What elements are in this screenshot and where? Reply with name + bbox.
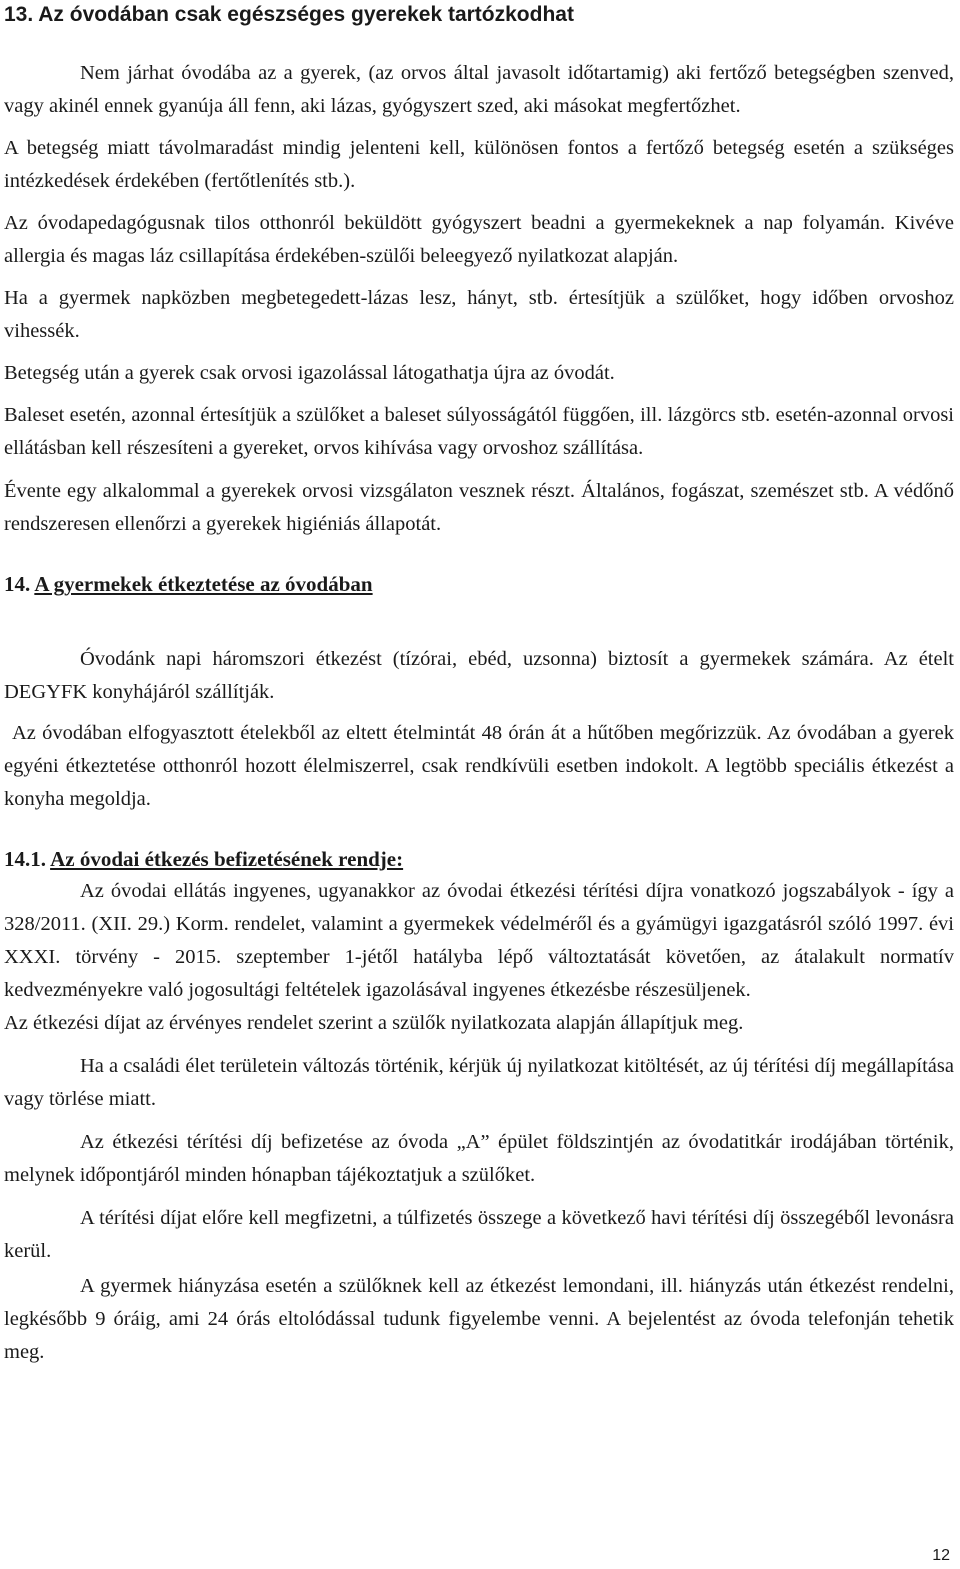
section-14-title: A gyermekek étkeztetése az óvodában [34, 572, 373, 596]
paragraph: Betegség után a gyerek csak orvosi igazolással látogathatja újra az óvodát. [4, 362, 615, 384]
section-14-heading [4, 569, 954, 599]
paragraph: Az étkezési térítési díj befizetése az óvoda „A” épület földszintjén az óvodatitkár irodájában történik, melynek időpontjáról minden hónapban tájékoztatjuk a szülőket. [4, 1131, 954, 1186]
paragraph: Évente egy alkalommal a gyerekek orvosi vizsgálaton vesznek részt. Általános, fogászat, szemészet stb. A védőnő rendszeresen ellenőrzi a gyerekek higiéniás állapotát. [4, 480, 954, 535]
paragraph: Az étkezési díjat az érvényes rendelet szerint a szülők nyilatkozata alapján állapítjuk meg. [4, 1012, 744, 1034]
paragraph: A gyermek hiányzása esetén a szülőknek kell az étkezést lemondani, ill. hiányzás után étkezést rendelni, legkésőbb 9 óráig, ami 24 órás eltolódással tudunk figyelembe venni. A bejelentést az óvoda telefonján tehetik meg. [4, 1275, 954, 1363]
paragraph: Baleset esetén, azonnal értesítjük a szülőket a baleset súlyosságától függően, ill. lázgörcs stb. esetén-azonnal orvosi ellátásban kell részesíteni a gyereket, orvos kihívása vagy orvoshoz szállítása. [4, 404, 954, 459]
section-14-1-title: Az óvodai étkezés befizetésének rendje: [50, 847, 404, 871]
section-14-1-number: 14.1. [4, 847, 46, 871]
page-number: 12 [932, 1547, 950, 1564]
paragraph: Nem járhat óvodába az a gyerek, (az orvos által javasolt időtartamig) aki fertőző betegségben szenved, vagy akinél ennek gyanúja áll fenn, aki lázas, gyógyszert szed, aki másokat megfertőzhet. [4, 62, 954, 117]
paragraph: Ha a gyermek napközben megbetegedett-lázas lesz, hányt, stb. értesítjük a szülőket, hogy időben orvoshoz vihessék. [4, 287, 954, 342]
paragraph: Az óvodai ellátás ingyenes, ugyanakkor az óvodai étkezési térítési díjra vonatkozó jogszabályok - így a 328/2011. (XII. 29.) Korm. rendelet, valamint a gyermekek védelméről és a gyámügyi igazgatásról szóló 1997. évi XXXI. törvény - 2015. szeptember 1-jétől hatályba lépő változtatását követően, az átalakult normatív kedvezményekre való jogosultági feltételek igazolásával ingyenes étkezésbe részesüljenek. [4, 880, 954, 1001]
section-14-1-heading [4, 844, 954, 874]
paragraph: Az óvodapedagógusnak tilos otthonról beküldött gyógyszert beadni a gyermekeknek a nap folyamán. Kivéve allergia és magas láz csillapítása érdekében-szülői beleegyező nyilatkozat alapján. [4, 212, 954, 267]
paragraph: A térítési díjat előre kell megfizetni, a túlfizetés összege a következő havi térítési díj összegéből levonásra kerül. [4, 1207, 954, 1262]
paragraph: Az óvodában elfogyasztott ételekből az eltett ételmintát 48 órán át a hűtőben megőrizzük. Az óvodában a gyerek egyéni étkeztetése otthonról hozott élelmiszerrel, csak rendkívüli esetben indokolt. A legtöbb speciális étkezést a konyha megoldja. [4, 722, 954, 810]
paragraph: Ha a családi élet területein változás történik, kérjük új nyilatkozat kitöltését, az új térítési díj megállapítása vagy törlése miatt. [4, 1055, 954, 1110]
section-13-heading: 13. Az óvodában csak egészséges gyerekek tartózkodhat [4, 3, 574, 26]
section-14-number: 14. [4, 572, 31, 596]
paragraph: A betegség miatt távolmaradást mindig jelenteni kell, különösen fontos a fertőző betegség esetén a szükséges intézkedések érdekében (fertőtlenítés stb.). [4, 137, 954, 192]
paragraph: Óvodánk napi háromszori étkezést (tízórai, ebéd, uzsonna) biztosít a gyermekek számára. Az ételt DEGYFK konyhájáról szállítják. [4, 648, 954, 703]
